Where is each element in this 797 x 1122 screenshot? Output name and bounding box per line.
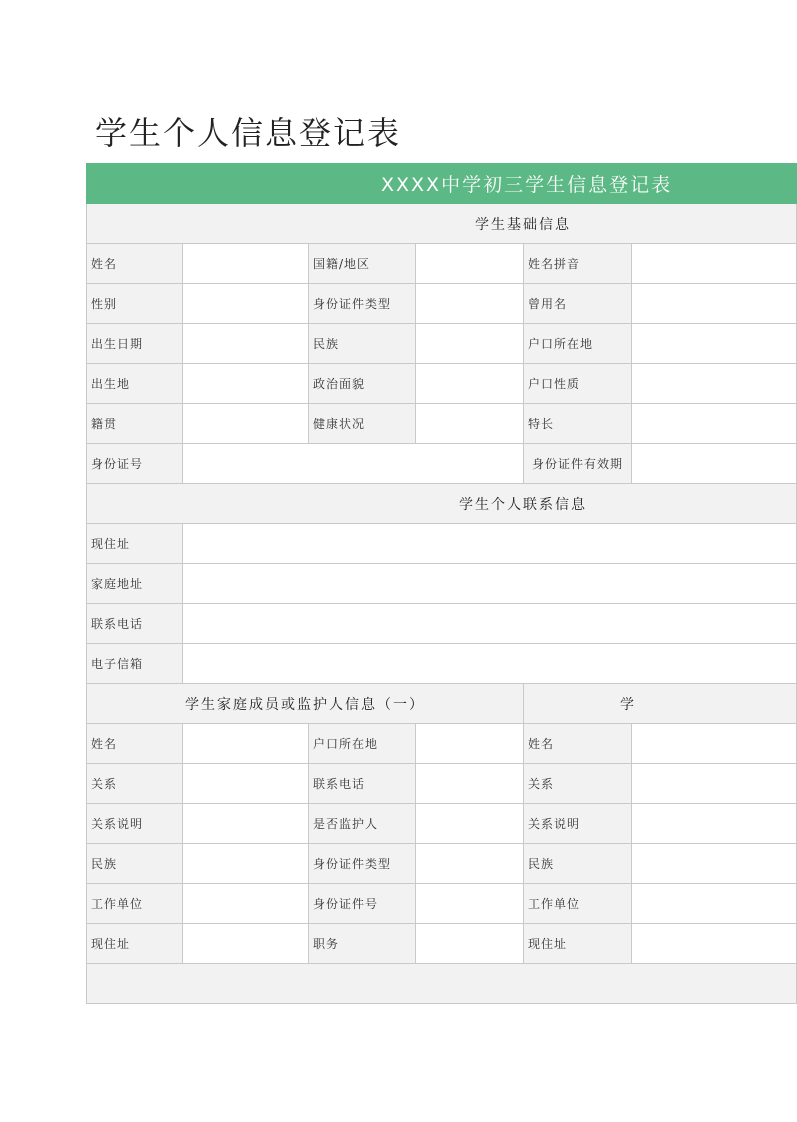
field-value[interactable]	[632, 804, 797, 844]
field-value[interactable]	[183, 244, 309, 284]
registration-form-table	[86, 163, 797, 1004]
field-label: 关系说明	[524, 804, 632, 844]
table-row	[87, 924, 797, 964]
form-footer-row	[87, 964, 797, 1004]
section-family-info-2: 学	[524, 684, 797, 724]
field-label: 家庭地址	[87, 564, 183, 604]
field-label: 户口所在地	[524, 324, 632, 364]
field-label: 身份证件号	[309, 884, 416, 924]
field-label: 联系电话	[87, 604, 183, 644]
field-value[interactable]	[416, 244, 524, 284]
section-contact-info: 学生个人联系信息	[87, 484, 797, 524]
field-label: 现住址	[524, 924, 632, 964]
form-banner: XXXX中学初三学生信息登记表	[87, 164, 797, 204]
table-row	[87, 884, 797, 924]
table-row	[87, 724, 797, 764]
field-label: 身份证件类型	[309, 844, 416, 884]
field-value[interactable]	[183, 924, 309, 964]
field-label: 健康状况	[309, 404, 416, 444]
field-label: 关系	[87, 764, 183, 804]
field-label: 是否监护人	[309, 804, 416, 844]
table-row	[87, 404, 797, 444]
table-row	[87, 364, 797, 404]
field-label: 现住址	[87, 524, 183, 564]
table-row	[87, 524, 797, 564]
field-value[interactable]	[416, 724, 524, 764]
field-value[interactable]	[632, 324, 797, 364]
field-label: 姓名	[87, 244, 183, 284]
field-label: 出生地	[87, 364, 183, 404]
field-label: 籍贯	[87, 404, 183, 444]
field-value[interactable]	[632, 284, 797, 324]
field-value[interactable]	[416, 404, 524, 444]
table-row	[87, 564, 797, 604]
field-value[interactable]	[183, 404, 309, 444]
table-row	[87, 604, 797, 644]
field-value[interactable]	[183, 764, 309, 804]
field-label: 关系	[524, 764, 632, 804]
page-title: 学生个人信息登记表	[95, 114, 402, 152]
field-label: 关系说明	[87, 804, 183, 844]
field-value[interactable]	[416, 924, 524, 964]
field-value[interactable]	[632, 724, 797, 764]
field-label: 民族	[309, 324, 416, 364]
field-value[interactable]	[416, 284, 524, 324]
field-value[interactable]	[183, 604, 797, 644]
field-value[interactable]	[632, 924, 797, 964]
table-row	[87, 804, 797, 844]
field-value[interactable]	[416, 364, 524, 404]
id-number-value[interactable]	[183, 444, 524, 484]
field-value[interactable]	[183, 364, 309, 404]
id-number-label: 身份证号	[87, 444, 183, 484]
field-label: 姓名	[87, 724, 183, 764]
field-label: 联系电话	[309, 764, 416, 804]
field-label: 政治面貌	[309, 364, 416, 404]
field-value[interactable]	[632, 884, 797, 924]
table-row	[87, 844, 797, 884]
field-value[interactable]	[416, 804, 524, 844]
field-label: 出生日期	[87, 324, 183, 364]
field-label: 工作单位	[524, 884, 632, 924]
field-value[interactable]	[632, 844, 797, 884]
section-basic-info: 学生基础信息	[87, 204, 797, 244]
id-valid-label: 身份证件有效期	[524, 444, 632, 484]
field-value[interactable]	[183, 844, 309, 884]
field-label: 姓名拼音	[524, 244, 632, 284]
field-value[interactable]	[416, 884, 524, 924]
field-value[interactable]	[183, 564, 797, 604]
field-value[interactable]	[183, 804, 309, 844]
field-value[interactable]	[632, 364, 797, 404]
field-value[interactable]	[416, 764, 524, 804]
field-label: 民族	[87, 844, 183, 884]
field-value[interactable]	[416, 324, 524, 364]
field-label: 现住址	[87, 924, 183, 964]
table-row	[87, 244, 797, 284]
field-label: 曾用名	[524, 284, 632, 324]
section-family-info-1: 学生家庭成员或监护人信息（一）	[87, 684, 524, 724]
field-label: 性别	[87, 284, 183, 324]
table-row	[87, 444, 797, 484]
table-row	[87, 644, 797, 684]
field-label: 姓名	[524, 724, 632, 764]
registration-form-sheet	[86, 163, 673, 1007]
table-row	[87, 764, 797, 804]
field-label: 户口性质	[524, 364, 632, 404]
field-value[interactable]	[183, 284, 309, 324]
field-value[interactable]	[632, 764, 797, 804]
field-label: 职务	[309, 924, 416, 964]
table-row	[87, 284, 797, 324]
field-label: 国籍/地区	[309, 244, 416, 284]
field-value[interactable]	[183, 884, 309, 924]
field-value[interactable]	[632, 244, 797, 284]
table-row	[87, 324, 797, 364]
field-label: 工作单位	[87, 884, 183, 924]
field-value[interactable]	[183, 524, 797, 564]
field-value[interactable]	[632, 404, 797, 444]
field-value[interactable]	[416, 844, 524, 884]
field-label: 特长	[524, 404, 632, 444]
field-value[interactable]	[183, 644, 797, 684]
id-valid-value[interactable]	[632, 444, 797, 484]
field-value[interactable]	[183, 724, 309, 764]
field-label: 电子信箱	[87, 644, 183, 684]
field-label: 身份证件类型	[309, 284, 416, 324]
field-label: 民族	[524, 844, 632, 884]
field-label: 户口所在地	[309, 724, 416, 764]
field-value[interactable]	[183, 324, 309, 364]
